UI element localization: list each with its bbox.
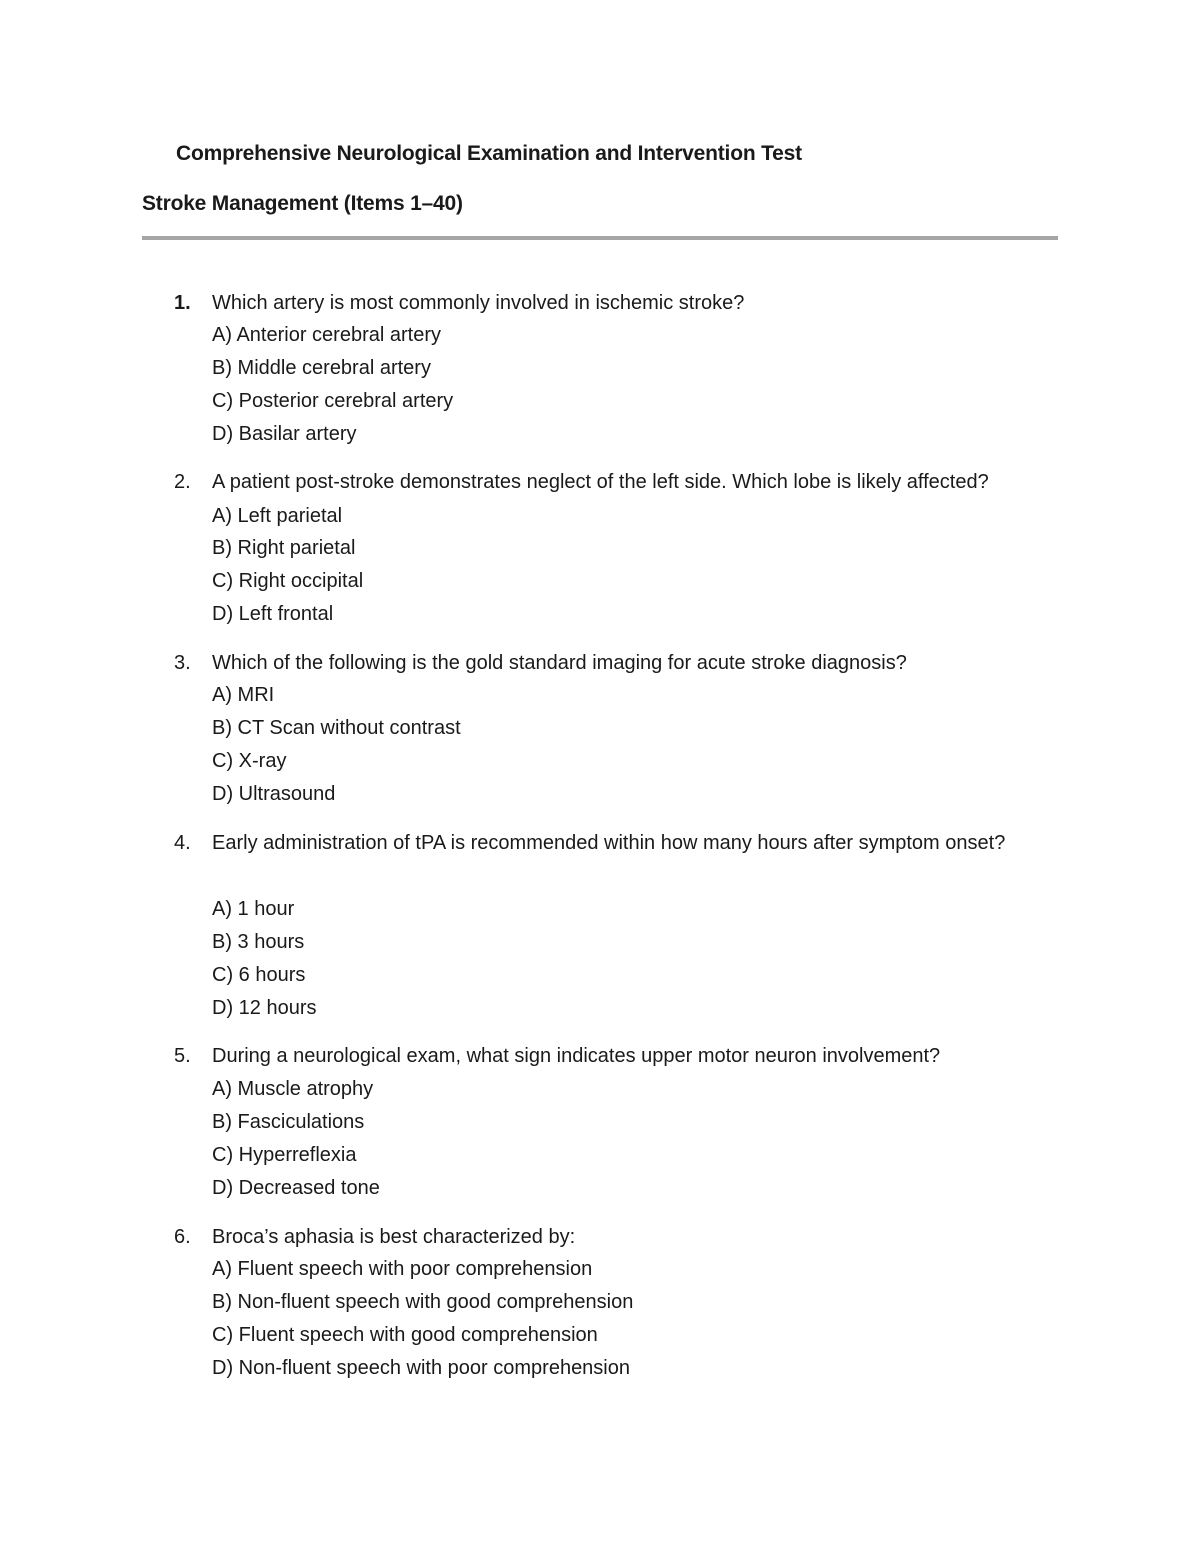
- answer-option: A) MRI: [212, 684, 275, 706]
- answer-option: B) Middle cerebral artery: [212, 357, 431, 379]
- answer-option: B) 3 hours: [212, 931, 305, 953]
- answer-option: D) Decreased tone: [212, 1177, 380, 1199]
- answer-option: D) Basilar artery: [212, 423, 357, 445]
- answer-option: B) CT Scan without contrast: [212, 717, 461, 739]
- answer-option: A) Anterior cerebral artery: [212, 324, 441, 346]
- question-number: 1.: [174, 292, 191, 314]
- question-number: 3.: [174, 652, 191, 674]
- answer-option: B) Right parietal: [212, 537, 356, 559]
- question-text: Early administration of tPA is recommended within how many hours after symptom onset?: [212, 832, 1006, 854]
- answer-option: D) Left frontal: [212, 603, 334, 625]
- answer-option: D) Non-fluent speech with poor comprehension: [212, 1357, 630, 1379]
- question-text: Which of the following is the gold standard imaging for acute stroke diagnosis?: [212, 652, 907, 674]
- question-number: 2.: [174, 471, 191, 493]
- question-text: A patient post-stroke demonstrates neglect of the left side. Which lobe is likely affected?: [212, 471, 989, 493]
- answer-option: D) 12 hours: [212, 997, 317, 1019]
- answer-option: C) Posterior cerebral artery: [212, 390, 454, 412]
- question-text: During a neurological exam, what sign indicates upper motor neuron involvement?: [212, 1045, 941, 1067]
- question-text: Broca’s aphasia is best characterized by:: [212, 1226, 576, 1248]
- answer-option: B) Fasciculations: [212, 1111, 365, 1133]
- answer-option: C) Hyperreflexia: [212, 1144, 357, 1166]
- question-number: 5.: [174, 1045, 191, 1067]
- answer-option: C) 6 hours: [212, 964, 306, 986]
- answer-option: A) 1 hour: [212, 898, 295, 920]
- answer-option: C) X-ray: [212, 750, 287, 772]
- answer-option: D) Ultrasound: [212, 783, 336, 805]
- section-heading: Stroke Management (Items 1–40): [142, 192, 463, 215]
- answer-option: B) Non-fluent speech with good comprehension: [212, 1291, 634, 1313]
- answer-option: A) Fluent speech with poor comprehension: [212, 1258, 593, 1280]
- question-text: Which artery is most commonly involved in ischemic stroke?: [212, 292, 745, 314]
- document-title: Comprehensive Neurological Examination and Intervention Test: [176, 142, 802, 165]
- question-number: 4.: [174, 832, 191, 854]
- answer-option: C) Right occipital: [212, 570, 364, 592]
- answer-option: C) Fluent speech with good comprehension: [212, 1324, 598, 1346]
- answer-option: A) Left parietal: [212, 505, 343, 527]
- question-number: 6.: [174, 1226, 191, 1248]
- answer-option: A) Muscle atrophy: [212, 1078, 374, 1100]
